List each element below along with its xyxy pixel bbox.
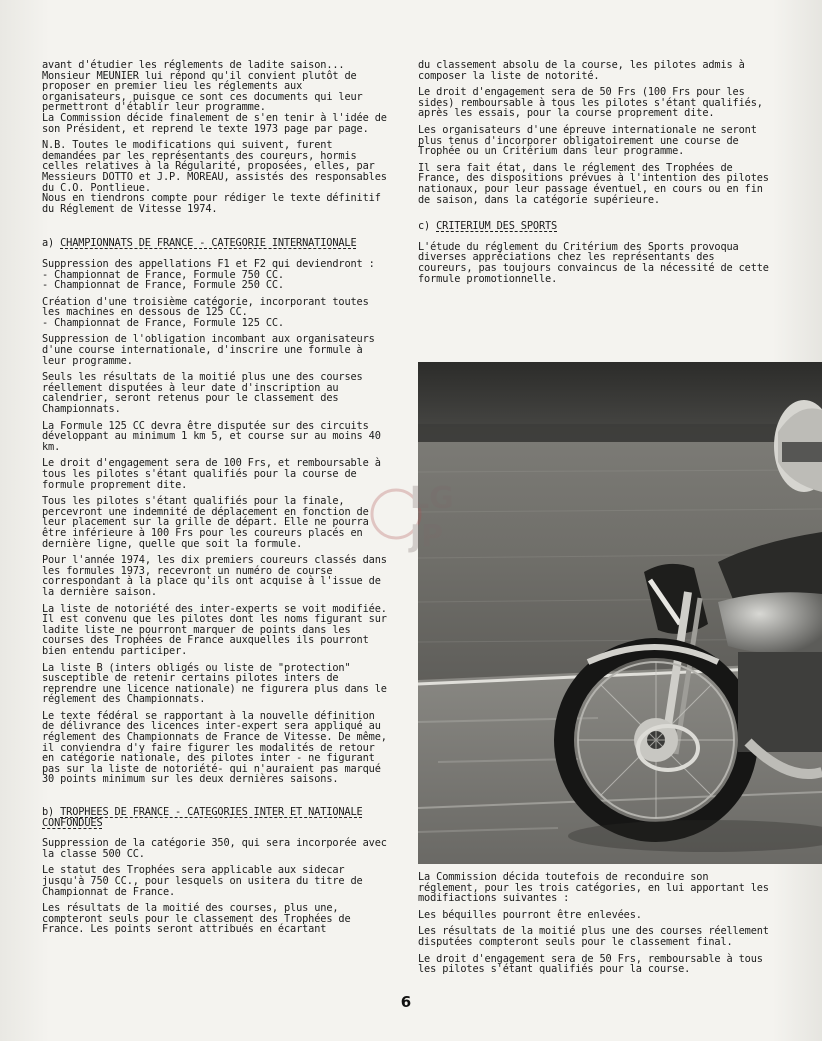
section-a-paragraph: Seuls les résultats de la moitié plus une des courses réellement disputées à leur date d'inscription au calendrier, seront retenus pour le classement des Championnats. bbox=[42, 371, 363, 416]
after-photo-paragraph: Le droit d'engagement sera de 50 Frs, remboursable à tous les pilotes s'étant qualifiés pour la course. bbox=[418, 952, 763, 976]
section-a-paragraph: La liste de notoriété des inter-experts se voit modifiée. Il est convenu que les pilotes dont les noms figurant sur ladite liste ne pourront marquer de points dans les courses des Trophées de France auxquelles ils pourront bien entendu participer. bbox=[42, 602, 387, 657]
section-b-paragraph: Les résultats de la moitié des courses, plus une, compteront seuls pour le classement des Trophées de France. Les points seront attribués en écartant bbox=[42, 902, 351, 936]
continuation-paragraph: Le droit d'engagement sera de 50 Frs (100 Frs pour les sides) remboursable à tous les pilotes s'étant qualifiés, après les essais, pour la course proprement dite. bbox=[418, 86, 763, 120]
section-a-paragraph: Le texte fédéral se rapportant à la nouvelle définition de délivrance des licences inter-expert sera appliqué au réglement des Championnats de France de Vitesse. De même, il conviendra d'y faire figurer les modalités de retour en catégorie nationale, des pilotes inter - ne figurant pas sur la liste de notoriété- qui n'auraient pas marqué 30 points minimum sur les deux dernières saisons. bbox=[42, 709, 387, 786]
section-a-paragraph: Suppression des appellations F1 et F2 qui deviendront : - Championnat de France, Formule 750 CC. - Championnat de France, Formule 250 CC. bbox=[42, 257, 375, 292]
section-a-paragraph: Pour l'année 1974, les dix premiers coureurs classés dans les formules 1973, recevront un numéro de course correspondant à la place qu'ils ont acquise à l'issue de la dernière saison. bbox=[42, 554, 387, 598]
left-column bbox=[42, 60, 392, 941]
section-a-paragraph: Le droit d'engagement sera de 100 Frs, et remboursable à tous les pilotes s'étant qualifiés pour la course de formule proprement dite. bbox=[42, 457, 381, 491]
after-photo-paragraph: La Commission décida toutefois de reconduire son réglement, pour les trois catégories, en lui apportant les modifiactions suivantes : bbox=[418, 871, 769, 905]
section-c-paragraph: L'étude du réglement du Critérium des Sports provoqua diverses appréciations chez les représentants des coureurs, pas toujours convaincus de la nécessité de cette formule promotionnelle. bbox=[418, 240, 769, 285]
intro-paragraph: avant d'étudier les réglements de ladite saison... Monsieur MEUNIER lui répond qu'il convient plutôt de proposer en premier lieu les réglements aux organisateurs, puisque ce sont ces documents qui leur permettront d'établir leur programme. bbox=[42, 59, 363, 114]
continuation-paragraph: du classement absolu de la course, les pilotes admis à composer la liste de notorité. bbox=[418, 59, 745, 82]
section-label: c) bbox=[418, 220, 431, 233]
section-label: a) bbox=[42, 237, 55, 250]
nb-paragraph: N.B. Toutes le modifications qui suivent, furent demandées par les représentants des coureurs, hormis celles relatives à la Régularité, proposées, elles, par Messieurs DOTTO et J.P. MOREAU, assistés des responsables du C.O. Pontlieue. bbox=[42, 139, 387, 194]
section-a-paragraph: Création d'une troisième catégorie, incorporant toutes les machines en dessous de 125 CC. - Championnat de France, Formule 125 CC. bbox=[42, 295, 369, 329]
intro-paragraph: La Commission décide finalement de s'en tenir à l'idée de son Président, et reprend le texte 1973 page par page. bbox=[42, 111, 387, 135]
section-a-paragraph: Tous les pilotes s'étant qualifiés pour la finale, percevront une indemnité de déplacement en fonction de leur placement sur la grille de départ. Elle ne pourra être inférieure à 100 Frs pour les coureurs placés en dernière ligne, quelle que soit la formule. bbox=[42, 495, 369, 550]
continuation-paragraph: Il sera fait état, dans le réglement des Trophées de France, des dispositions prévues à l'intention des pilotes nationaux, pour leur passage éventuel, en cours ou en fin de saison, dans la catégorie supérieure. bbox=[418, 161, 769, 206]
section-b-paragraph: Le statut des Trophées sera applicable aux sidecar jusqu'à 750 CC., pour lesquels on usitera du titre de Championnat de France. bbox=[42, 864, 363, 898]
section-a-paragraph: La Formule 125 CC devra être disputée sur des circuits développant au minimum 1 km 5, et course sur au moins 40 km. bbox=[42, 419, 381, 453]
motorcycle-racer-photo bbox=[418, 362, 822, 864]
photo-graphic bbox=[418, 362, 822, 864]
section-title: TROPHEES DE FRANCE - CATEGORIES INTER ET NATIONALE CONFONDUES bbox=[42, 806, 363, 829]
watermark-text-bottom: JP bbox=[410, 519, 444, 554]
section-a-paragraph: La liste B (inters obligés ou liste de "protection" susceptible de retenir certains pilotes inters de reprendre une licence nationale) ne figurera plus dans le réglement des Championnats. bbox=[42, 661, 387, 706]
after-photo-paragraph: Les béquilles pourront être enlevées. bbox=[418, 908, 642, 921]
section-label: b) bbox=[42, 806, 55, 819]
section-a-heading bbox=[42, 238, 392, 249]
section-b-heading bbox=[42, 807, 392, 828]
after-photo-paragraph: Les résultats de la moitié plus une des courses réellement disputées compteront seuls pour le classement final. bbox=[418, 925, 769, 948]
page-number: 6 bbox=[400, 993, 412, 1011]
section-b-paragraph: Suppression de la catégorie 350, qui sera incorporée avec la classe 500 CC. bbox=[42, 837, 387, 860]
section-c-heading bbox=[418, 221, 770, 232]
section-a-paragraph: Suppression de l'obligation incombant aux organisateurs d'une course internationale, d'inscrire une formule à leur programme. bbox=[42, 333, 375, 367]
section-title: CRITERIUM DES SPORTS bbox=[436, 220, 558, 233]
intro-paragraph: Nous en tiendrons compte pour rédiger le texte définitif du Réglement de Vitesse 1974. bbox=[42, 192, 381, 215]
right-column-bottom bbox=[418, 872, 770, 981]
watermark-text-top: LG bbox=[410, 481, 454, 516]
right-column-top bbox=[418, 60, 770, 290]
section-title: CHAMPIONNATS DE FRANCE - CATEGORIE INTERNATIONALE bbox=[60, 237, 357, 250]
continuation-paragraph: Les organisateurs d'une épreuve internationale ne seront plus tenus d'incorporer obligatoirement une course de Trophée ou un Critérium dans leur programme. bbox=[418, 123, 757, 158]
